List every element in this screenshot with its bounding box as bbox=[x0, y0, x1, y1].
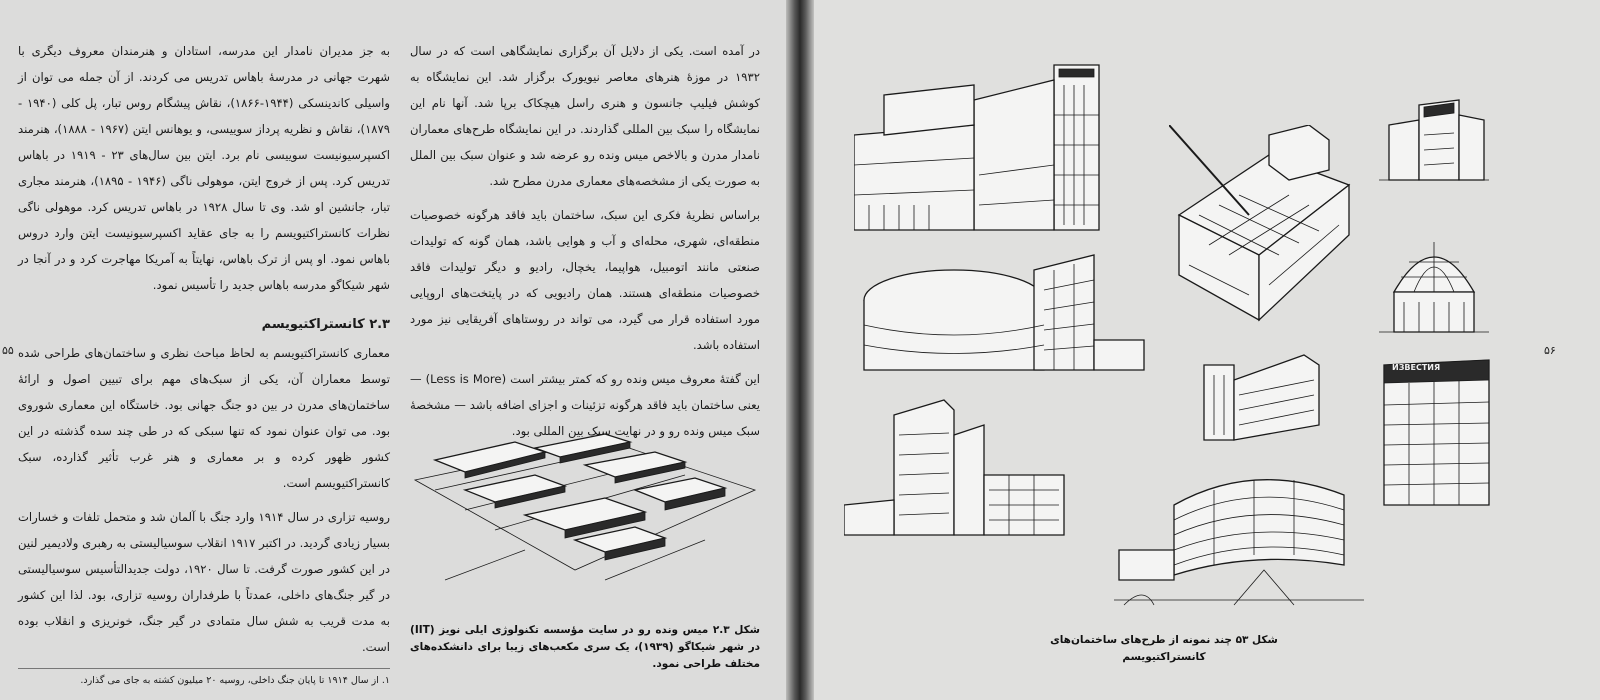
paragraph: به جز مدیران نامدار این مدرسه، استادان و هنرمندان معروف دیگری با شهرت جهانی در مدرسهٔ باهاس تدریس می کردند. از آن جمله می توان از واسیلی کاندینسکی (۱۹۴۴-۱۸۶۶)، نقاش پیشگام روس تبار، پل کلی (۱۹۴۰ - ۱۸۷۹)، نقاش و نظریه پرداز سوییسی، و یوهانس ایتن (۱۹۶۷ - ۱۸۸۸)، هنرمند اکسپرسیونیست سوییسی نام برد. ایتن بین سال‌های ۲۳ - ۱۹۱۹ در باهاس تدریس کرد. پس از خروج ایتن، موهولی ناگی (۱۹۴۶ - ۱۸۹۵)، هنرمند مجاری تبار، جانشین او شد. وی تا سال ۱۹۲۸ در باهاس تدریس کرد. موهولی ناگی نظرات کانستراکتیویسم را به جای عقاید اکسپرسیونیست ایتن وارد دروس باهاس نمود. او پس از ترک باهاس، نهایتاً به آمریکا مهاجرت کرد و در آنجا در شهر شیکاگو مدرسه باهاس جدید را تأسیس نمود. bbox=[18, 44, 391, 292]
sign-text: ИЗВЕСТИЯ bbox=[1392, 363, 1441, 372]
building-sketch bbox=[1114, 455, 1364, 610]
book-gutter bbox=[786, 0, 814, 700]
building-sketch bbox=[854, 250, 1154, 380]
figure-caption: شکل ۵۳ چند نمونه از طرح‌های ساختمان‌های کانستراکتیویسم bbox=[1050, 634, 1278, 663]
left-page bbox=[0, 0, 786, 700]
iit-campus-sketch bbox=[405, 420, 765, 600]
building-sketch bbox=[1169, 125, 1369, 335]
paragraph: روسیه تزاری در سال ۱۹۱۴ وارد جنگ با آلمان شد و متحمل تلفات و خسارات بسیار زیادی گردید. در اکتبر ۱۹۱۷ انقلاب سوسیالیستی به رهبری ولادیمیر لنین در این کشور صورت گرفت. تا سال ۱۹۲۰، دولت جدیدالتأسیس سوسیالیستی در گیر جنگ‌های داخلی، عمدتاً با طرفداران روسیه تزاری، بود. لذا این کشور به مدت قریب به شش سال متمادی در گیر جنگ، خونریزی و انقلاب بوده است. bbox=[18, 510, 391, 654]
figure-caption: شکل ۲.۳ میس ونده رو در سایت مؤسسه تکنولوژی ایلی نویز (IIT) در شهر شیکاگو (۱۹۳۹)، یک سری مکعب‌های زیبا برای دانشکده‌های مختلف طراحی نمود. bbox=[410, 624, 760, 670]
building-sketch bbox=[1379, 95, 1489, 195]
left-page-left-column bbox=[410, 38, 760, 452]
paragraph: معماری کانستراکتیویسم به لحاظ مباحث نظری و ساختمان‌های طراحی شده توسط معماران آن، یکی از سبک‌های مهم برای تبیین اصول و ارائهٔ ساختمان‌های مدرن در بین دو جنگ جهانی بود. خاستگاه این معماری شوروی بود. می توان عنوان نمود که تنها سبکی که در طی چند سده گذشته در این کشور ظهور کرده و بر معماری و هنر غرب تأثیر گذارده، سبک کانستراکتیویسم است. bbox=[18, 346, 390, 490]
page-number: ۵۵ bbox=[2, 344, 14, 357]
section-heading: ۲.۳ کانستراکتیویسم bbox=[261, 317, 390, 332]
building-sketch bbox=[1194, 345, 1324, 445]
building-sketch bbox=[844, 395, 1074, 545]
paragraph: این گفتهٔ معروف میس ونده رو که کمتر بیشتر است (Less is More) — یعنی ساختمان باید فاقد هرگونه تزئینات و اجزای اضافه باشد — مشخصهٔ سبک میس ونده رو و در نهایت سبک بین المللی بود. bbox=[410, 372, 760, 438]
left-page-right-column bbox=[18, 38, 390, 689]
paragraph: در آمده است. یکی از دلایل آن برگزاری نمایشگاهی است که در سال ۱۹۳۲ در موزهٔ هنرهای معاصر نیویورک برگزار شد. این نمایشگاه به کوشش فیلیپ جانسون و هنری راسل هیچکاک برپا شد. آنها نام این نمایشگاه را سبک بین المللی گذاردند. در این نمایشگاه طرح‌های معماران نامدار مدرن و بالاخص میس ونده رو عرضه شد و عنوان سبک بین الملل به صورت یکی از مشخصه‌های معماری مدرن مطرح شد. bbox=[410, 44, 760, 188]
building-sketch bbox=[1379, 355, 1494, 515]
footnote: ۱. از سال ۱۹۱۴ تا پایان جنگ داخلی، روسیه ۲۰ میلیون کشته به جای می گذارد. bbox=[18, 668, 390, 689]
building-sketch bbox=[1379, 232, 1489, 337]
right-page bbox=[814, 0, 1600, 700]
building-sketch bbox=[854, 55, 1154, 245]
paragraph: براساس نظریهٔ فکری این سبک، ساختمان باید فاقد هرگونه خصوصیات منطقه‌ای، شهری، محله‌ای و آب و هوایی باشد، همان گونه که تولیدات صنعتی مانند اتومبیل، هواپیما، یخچال، رادیو و دیگر تولیدات فاقد خصوصیات منطقه‌ای هستند. همان رادیویی که در پایتخت‌های اروپایی مورد استفاده قرار می گیرد، می تواند در روستاهای آفریقایی نیز مورد استفاده باشد. bbox=[410, 208, 760, 352]
page-number: ۵۶ bbox=[1544, 344, 1556, 357]
